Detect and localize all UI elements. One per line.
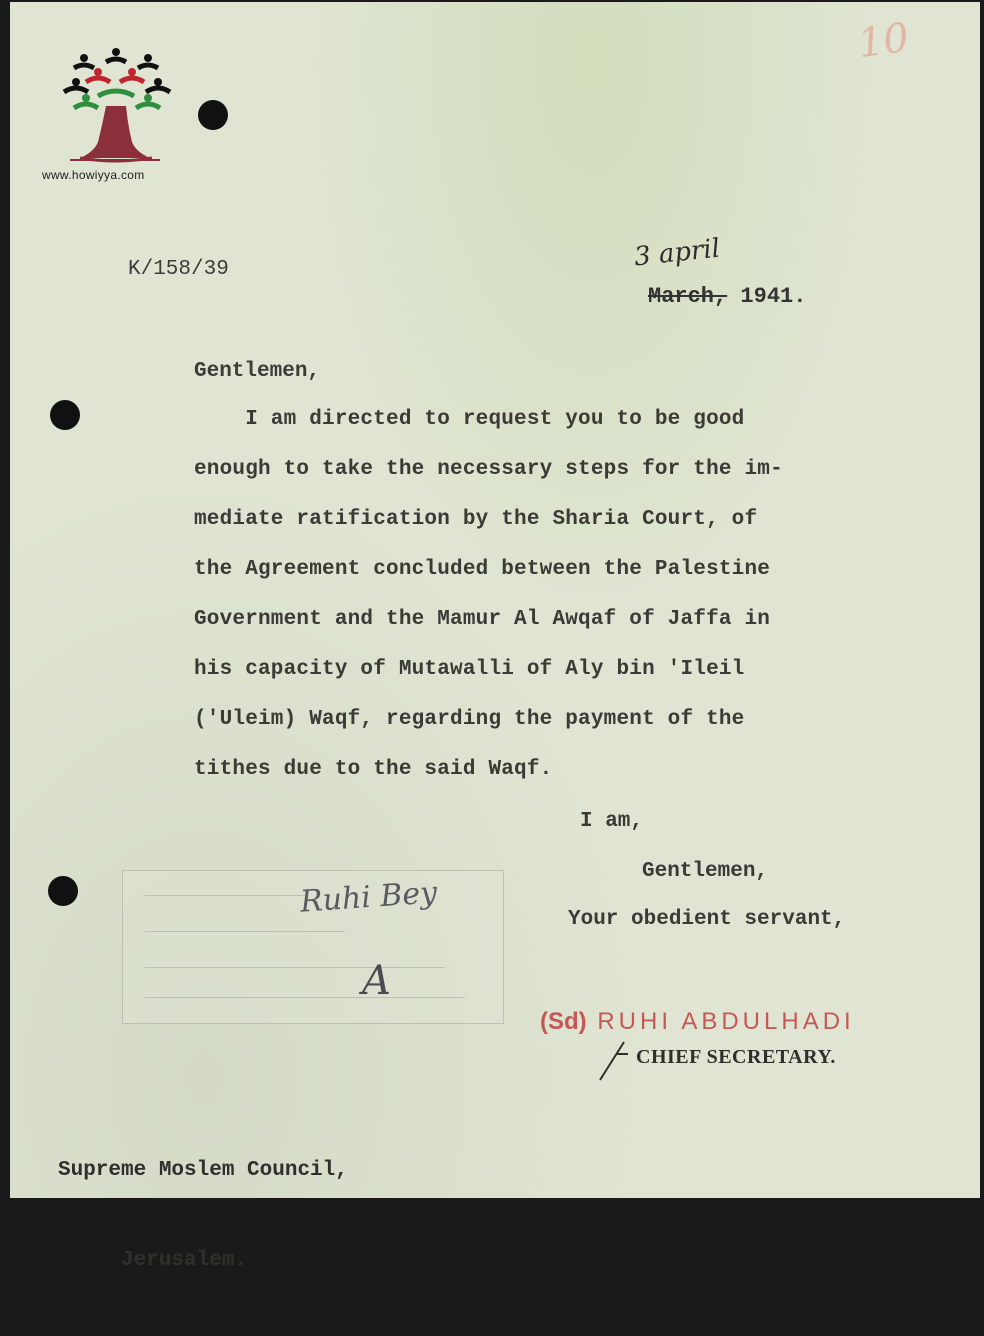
handwritten-ruhi-bey: Ruhi Bey <box>298 875 439 920</box>
date-year: 1941. <box>740 284 807 309</box>
closing-gentlemen: Gentlemen, <box>642 860 769 883</box>
page-number: 10 <box>855 14 912 68</box>
signature-slash-mark-icon <box>594 1038 634 1084</box>
addressee-city: Jerusalem. <box>58 1249 248 1272</box>
closing-obedient-servant: Your obedient servant, <box>568 908 846 931</box>
punch-hole-top <box>198 100 228 130</box>
howiyya-tree-logo-icon <box>40 46 200 186</box>
document-page <box>10 2 980 1272</box>
body-line: I am directed to request you to be good <box>194 408 745 431</box>
stamp-faint-line <box>145 895 305 896</box>
punch-hole-middle <box>50 400 80 430</box>
handwritten-initial: A <box>362 958 391 1004</box>
body-line: the Agreement concluded between the Palestine <box>194 558 771 581</box>
logo-url-text: www.howiyya.com <box>42 168 145 182</box>
stamp-faint-line <box>145 967 445 968</box>
body-line: Government and the Mamur Al Awqaf of Jaffa in <box>194 608 771 631</box>
date-line <box>648 284 806 309</box>
stamp-faint-line <box>145 931 345 932</box>
file-reference: K/158/39 <box>128 258 229 281</box>
date-handwritten-correction: 3 april <box>632 233 722 273</box>
signature-stamp-prefix: (Sd) <box>540 1008 587 1035</box>
signature-stamp <box>540 1008 855 1036</box>
date-struck-month: March, <box>648 284 728 309</box>
salutation: Gentlemen, <box>194 360 321 383</box>
signature-stamp-name: RUHI ABDULHADI <box>597 1008 855 1035</box>
signatory-title: CHIEF SECRETARY. <box>636 1046 836 1068</box>
addressee-block <box>58 1096 348 1336</box>
body-line: enough to take the necessary steps for the im- <box>194 458 783 481</box>
punch-hole-bottom <box>48 876 78 906</box>
body-line: his capacity of Mutawalli of Aly bin 'Ileil <box>194 658 745 681</box>
body-line: ('Uleim) Waqf, regarding the payment of the <box>194 708 745 731</box>
addressee-name: Supreme Moslem Council, <box>58 1159 348 1182</box>
body-line: mediate ratification by the Sharia Court, of <box>194 508 758 531</box>
stamp-faint-line <box>145 997 465 998</box>
closing-i-am: I am, <box>580 810 644 833</box>
body-line: tithes due to the said Waqf. <box>194 758 553 781</box>
